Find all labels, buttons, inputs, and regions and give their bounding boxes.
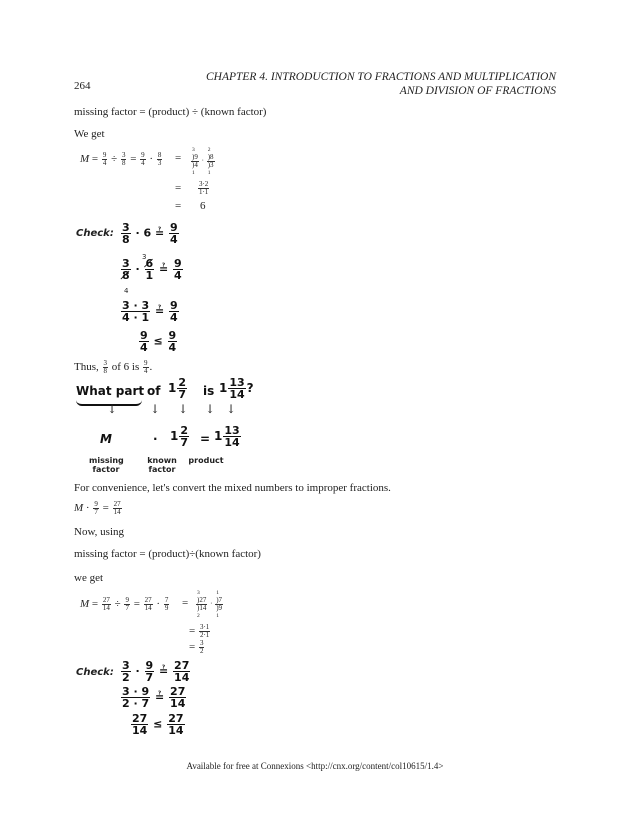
product-value: 1 $\frac{13}{14}$ (214, 424, 240, 449)
mixed-number-1-2-7: 1 $\frac{2}{7}$ (168, 376, 187, 401)
check2-line1: $\frac{3}{2}$ · $\frac{9}{7}$ ≟ $\frac{27}{14}$ (122, 659, 190, 684)
check1-line1: $\frac{3}{8}$ · 6 ≟ $\frac{9}{4}$ (122, 221, 178, 246)
thus-statement: Thus, $\frac{3}{8}$ of 6 is $\frac{9}{4}$ . (74, 359, 153, 375)
equation-2-main: M = $\frac{27}{14}$ ÷ $\frac{9}{7}$ = $\frac{27}{14}$ · $\frac{7}{9}$ (80, 596, 169, 612)
equation-1-step3: = 6 (175, 200, 206, 212)
variable-m-example: M (100, 432, 112, 446)
label-product: product (188, 456, 224, 465)
rule-text-1: missing factor = (product) ÷ (known factor) (74, 106, 267, 118)
label-missing-factor: missing factor (89, 456, 124, 474)
arrow-down-1: ↓ (107, 402, 118, 416)
question-mark: ? (246, 381, 254, 395)
variable-m: M (80, 153, 90, 166)
is-word: is (203, 384, 215, 398)
chapter-title-line2: AND DIVISION OF FRACTIONS (399, 85, 556, 97)
rule-text-2: missing factor = (product)÷(known factor) (74, 548, 261, 560)
arrow-down-2: ↓ (150, 402, 161, 416)
equation-1-cancel: = (175, 152, 182, 164)
label-known-factor: known factor (147, 456, 177, 474)
convenience-text: For convenience, let's convert the mixed numbers to improper fractions. (74, 482, 391, 494)
equation-2-cancel: = (182, 597, 189, 609)
equals-sign: = (200, 432, 211, 446)
known-factor-value: 1 $\frac{2}{7}$ (170, 424, 189, 449)
chapter-title-line1: CHAPTER 4. INTRODUCTION TO FRACTIONS AND MULTIPLICATION (205, 71, 556, 83)
equation-1-cancelled-fractions: 3 )9 )4 1 · 2 )8 )3 1 (192, 147, 214, 176)
equation-2-step3: = $\frac{3}{2}$ (189, 639, 204, 655)
check2-line2: $\frac{3 \cdot 9}{2 \cdot 7}$ ≟ $\frac{27}{14}$ (122, 685, 186, 710)
what-part-phrase: What part (76, 384, 145, 398)
arrow-down-3: ↓ (178, 402, 189, 416)
we-get-2: we get (74, 572, 104, 584)
check1-cancel-3: 3 (142, 253, 147, 261)
check1-line3: $\frac{3 \cdot 3}{4 \cdot 1}$ ≟ $\frac{9}{4}$ (122, 299, 178, 324)
check-label-2: Check: (76, 667, 114, 678)
check-label-1: Check: (76, 228, 114, 239)
footer-availability: Available for free at Connexions <http://cnx.org/content/col10615/1.4> (186, 761, 444, 771)
dot-operator: · (153, 432, 158, 446)
arrow-down-5: ↓ (226, 402, 237, 416)
arrow-down-4: ↓ (205, 402, 216, 416)
equation-1-main: M = $\frac{9}{4}$ ÷ $\frac{3}{8}$ = $\frac{9}{4}$ · $\frac{8}{3}$ (80, 151, 162, 167)
check1-line2: $\frac{3}{8̸}$ · $\frac{6̸}{1}$ ≟ $\frac{9}{4}$ (122, 257, 182, 282)
mixed-number-1-13-14: 1 $\frac{13}{14}$ ? (219, 376, 254, 401)
variable-m-2: M (80, 598, 90, 611)
check1-line4: $\frac{9}{4}$ ≤ $\frac{9}{4}$ (140, 329, 177, 354)
we-get-1: We get (74, 128, 105, 140)
page-number: 264 (74, 80, 91, 92)
m-equation-2: M · $\frac{9}{7}$ = $\frac{27}{14}$ (74, 500, 121, 516)
equation-1-step2: = $\frac{3\cdot 2}{1\cdot 1}$ (175, 180, 209, 196)
of-word: of (147, 384, 161, 398)
check2-line3: $\frac{27}{14}$ ≤ $\frac{27}{14}$ (132, 712, 184, 737)
equation-2-step2: = $\frac{3\cdot 1}{2\cdot 1}$ (189, 623, 210, 639)
equation-2-cancelled-fractions: 3 )27 )14 2 · 1 )7 )9 1 (197, 590, 223, 619)
now-using: Now, using (74, 526, 125, 538)
check1-cancel-4: 4 (124, 287, 129, 295)
